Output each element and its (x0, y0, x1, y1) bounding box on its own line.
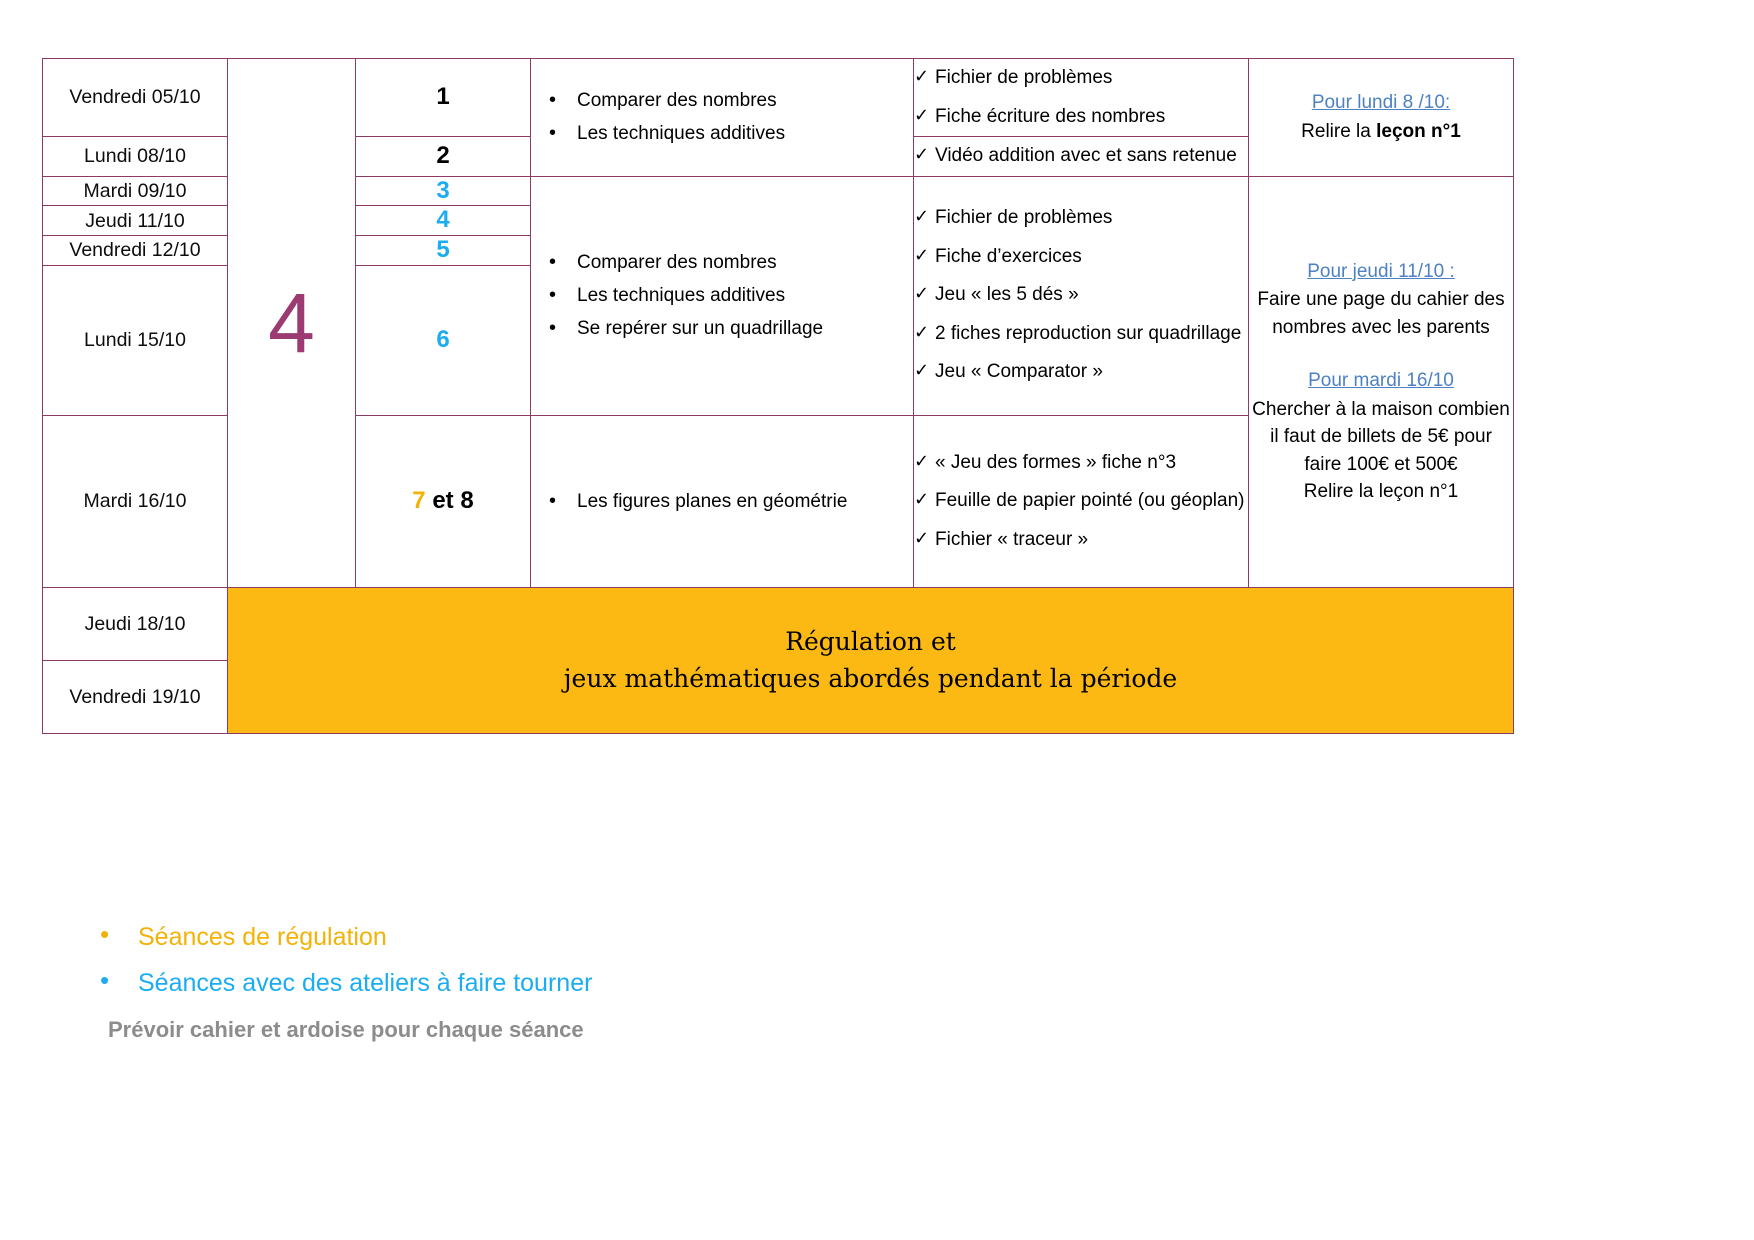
support-label: Jeu « Comparator » (935, 361, 1103, 383)
cell-session-number: 3 (356, 176, 531, 206)
cell-date: Vendredi 12/10 (43, 236, 228, 266)
objective-item: • Comparer des nombres (577, 84, 913, 117)
support-item (914, 98, 1248, 137)
support-item (914, 482, 1248, 521)
devoir-heading: Pour mardi 16/10 (1308, 370, 1454, 392)
banner-line-1: Régulation et (785, 626, 956, 656)
objective-item: • Les techniques additives (577, 279, 913, 312)
support-label: Vidéo addition avec et sans retenue (935, 145, 1237, 166)
devoir-text-bold: leçon n°1 (1376, 120, 1461, 142)
support-item (914, 238, 1248, 277)
support-item (914, 315, 1248, 354)
objective-item: • Les figures planes en géométrie (577, 485, 913, 518)
cell-supports (914, 415, 1249, 587)
check-icon: ✓ (914, 489, 930, 511)
cell-session-number: 5 (356, 236, 531, 266)
support-label: Feuille de papier pointé (ou géoplan) (935, 490, 1245, 512)
check-icon: ✓ (914, 66, 930, 87)
support-item (914, 59, 1248, 98)
check-icon: ✓ (914, 206, 930, 228)
session-number-gold: 7 (412, 486, 426, 514)
objective-item: • Se repérer sur un quadrillage (577, 312, 913, 345)
cell-objectives (531, 415, 914, 587)
banner-line-2: jeux mathématiques abordés pendant la période (563, 664, 1178, 694)
cell-devoirs (1249, 176, 1514, 587)
cell-date: Jeudi 18/10 (43, 587, 228, 660)
check-icon: ✓ (914, 360, 930, 382)
cell-supports (914, 59, 1249, 137)
support-item (914, 521, 1248, 560)
devoir-heading: Pour lundi 8 /10: (1311, 92, 1451, 114)
cell-date: Mardi 16/10 (43, 415, 228, 587)
cell-date: Mardi 09/10 (43, 176, 228, 206)
devoir-text: Relire la leçon n°1 (1303, 481, 1459, 503)
cell-session-number: 1 (356, 59, 531, 137)
cell-devoirs (1249, 59, 1514, 177)
check-icon: ✓ (914, 244, 930, 266)
cell-session-number: 4 (356, 206, 531, 236)
check-icon: ✓ (914, 104, 930, 126)
cell-objectives (531, 59, 914, 177)
check-icon: ✓ (914, 321, 930, 343)
check-icon: ✓ (914, 283, 930, 305)
support-label: 2 fiches reproduction sur quadrillage (935, 322, 1242, 344)
support-item (914, 353, 1248, 392)
devoir-text: Relire la (1301, 120, 1377, 142)
cell-date: Jeudi 11/10 (43, 206, 228, 236)
support-label: « Jeu des formes » fiche n°3 (935, 451, 1177, 473)
legend-item-regulation: • Séances de régulation (100, 925, 1000, 950)
cell-session-number (356, 415, 531, 587)
cell-date: Vendredi 19/10 (43, 660, 228, 733)
planning-table (42, 58, 1514, 734)
check-icon: ✓ (914, 144, 930, 165)
check-icon: ✓ (914, 450, 930, 472)
support-label: Fichier « traceur » (935, 528, 1089, 550)
support-label: Fiche écriture des nombres (935, 105, 1166, 127)
objective-item: • Les techniques additives (577, 117, 913, 150)
legend (100, 925, 1000, 1043)
devoir-text: Chercher à la maison combien il faut de billets de 5€ pour faire 100€ et 500€ (1252, 398, 1510, 475)
cell-date: Vendredi 05/10 (43, 59, 228, 137)
legend-item-ateliers: • Séances avec des ateliers à faire tourner (100, 971, 1000, 996)
cell-date: Lundi 15/10 (43, 265, 228, 415)
cell-objectives (531, 176, 914, 415)
cell-session-number: 6 (356, 265, 531, 415)
cell-supports (914, 137, 1249, 177)
support-item (914, 199, 1248, 238)
session-number-rest: et 8 (425, 486, 474, 514)
support-label: Fiche d’exercices (935, 245, 1082, 267)
table-row (43, 59, 1514, 137)
table-row (43, 587, 1514, 660)
cell-period-number: 4 (228, 59, 356, 588)
objective-item: • Comparer des nombres (577, 246, 913, 279)
check-icon: ✓ (914, 527, 930, 549)
support-label: Fichier de problèmes (935, 67, 1113, 88)
support-item (914, 137, 1248, 176)
devoir-heading: Pour jeudi 11/10 : (1307, 260, 1455, 282)
devoir-text: Faire une page du cahier des nombres avec les parents (1257, 289, 1505, 338)
regulation-banner (228, 587, 1514, 733)
cell-date: Lundi 08/10 (43, 137, 228, 177)
support-label: Fichier de problèmes (935, 207, 1113, 229)
cell-supports (914, 176, 1249, 415)
support-item (914, 276, 1248, 315)
support-label: Jeu « les 5 dés » (935, 284, 1079, 306)
legend-note: Prévoir cahier et ardoise pour chaque séance (108, 1017, 584, 1042)
support-item (914, 444, 1248, 483)
cell-session-number: 2 (356, 137, 531, 177)
